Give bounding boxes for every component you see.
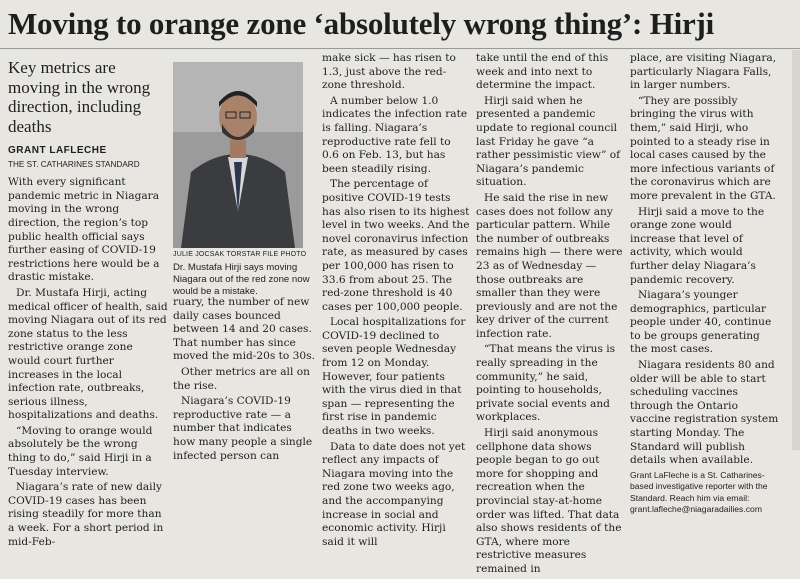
photo-caption: Dr. Mustafa Hirji says moving Niagara out of the red zone now would be a mistake. (173, 262, 310, 298)
column-5 (630, 52, 780, 516)
paragraph: Dr. Mustafa Hirji, acting medical officer of health, said moving Niagara out of its red zone status to the less restrictive orange zone would court further increases in the local infection rate, outbreaks, serious illness, hospitalizations and deaths. (8, 286, 168, 422)
deck: Key metrics are moving in the wrong direction, including deaths (8, 58, 151, 136)
paragraph: Hirji said anonymous cellphone data shows people began to go out more for shopping and recreation when the provincial stay-at-home order was lifted. That data also shows residents of the GTA, where more restrictive measures remained in (476, 427, 622, 575)
column-4 (476, 52, 624, 579)
headline-rule (0, 48, 800, 49)
paragraph: Hirji said when he presented a pandemic update to regional council last Friday he gave “a rather pessimistic view” of Niagara’s pandemic situation. (476, 94, 621, 189)
byline: GRANT LAFLECHE (8, 145, 107, 156)
paragraph: Hirji said a move to the orange zone would increase that level of activity, which would further delay Niagara’s pandemic recovery. (630, 205, 765, 286)
paragraph: With every significant pandemic metric in Niagara moving in the wrong direction, the region’s top public health official says further easing of COVID-19 restrictions here would be a drastic mistake. (8, 176, 160, 284)
paragraph: Local hospitalizations for COVID-19 declined to seven people Wednesday from 12 on Monday. However, four patients with the virus died in that span — representing the first rise in pandemic deaths in two weeks. (322, 316, 466, 438)
paragraph: Niagara’s rate of new daily COVID-19 cases has been rising steadily for more than a week. For a short period in mid-Feb- (8, 481, 164, 548)
headline: Moving to orange zone ‘absolutely wrong thing’: Hirji (8, 6, 715, 41)
author-tagline: Grant LaFleche is a St. Catharines-based investigative reporter with the Standard. Reach him via email: grant.lafleche@niagaradailies.com (630, 469, 768, 515)
paragraph: A number below 1.0 indicates the infection rate is falling. Niagara’s reproductive rate fell to 0.6 on Feb. 13, but has been steadily rising. (322, 94, 468, 175)
paragraph: take until the end of this week and into next to determine the impact. (476, 52, 609, 92)
portrait-illustration (173, 62, 303, 248)
portrait-photo (173, 62, 303, 248)
paragraph: Data to date does not yet reflect any impacts of Niagara moving into the red zone two weeks ago, and the accompanying increase in social and economic activity. Hirji said it will (322, 440, 466, 548)
paragraph: “That means the virus is really spreading in the community,” he said, pointing to households, private social events and workplaces. (476, 343, 616, 424)
paragraph: “Moving to orange would absolutely be the wrong thing to do,” said Hirji in a Tuesday interview. (8, 424, 153, 478)
paragraph: He said the rise in new cases does not follow any particular pattern. While the number of outbreaks remains high — there were 23 as of Wednesday — those outbreaks are smaller than they were previously and are not the key driver of the current infection rate. (476, 191, 623, 340)
column-1 (8, 52, 168, 551)
paragraph: place, are visiting Niagara, particularly Niagara Falls, in larger numbers. (630, 52, 777, 92)
paragraph: make sick — has risen to 1.3, just above the red-zone threshold. (322, 52, 456, 92)
paragraph: Niagara’s COVID-19 reproductive rate — a number that indicates how many people a single infected person can (173, 395, 313, 462)
paragraph: Niagara’s younger demographics, particular people under 40, continue to be groups generating the most cases. (630, 289, 772, 356)
column-2 (173, 296, 317, 465)
paragraph: Niagara residents 80 and older will be able to start scheduling vaccines through the Ontario vaccine registration system starting Monday. The Standard will publish details when available. (630, 359, 779, 467)
affiliation: THE ST. CATHARINES STANDARD (8, 159, 140, 169)
photo-credit: JULIE JOCSAK TORSTAR FILE PHOTO (173, 251, 307, 258)
paragraph: The percentage of positive COVID-19 tests has also risen to its highest level in two weeks. And the novel coronavirus infection rate, as measured by cases per 100,000 has risen to 33.6 from about 25. The red-zone threshold is 40 cases per 100,000 people. (322, 178, 470, 313)
column-3 (322, 52, 470, 551)
paragraph: ruary, the number of new daily cases bounced between 14 and 20 cases. That number has since moved the mid-20s to 30s. (173, 296, 315, 363)
adjacent-page-edge (792, 50, 800, 450)
paragraph: “They are possibly bringing the virus with them,” said Hirji, who pointed to a steady rise in local cases caused by the more infectious variants of the coronavirus which are more prevalent in the GTA. (630, 94, 776, 202)
paragraph: Other metrics are all on the rise. (173, 365, 310, 392)
